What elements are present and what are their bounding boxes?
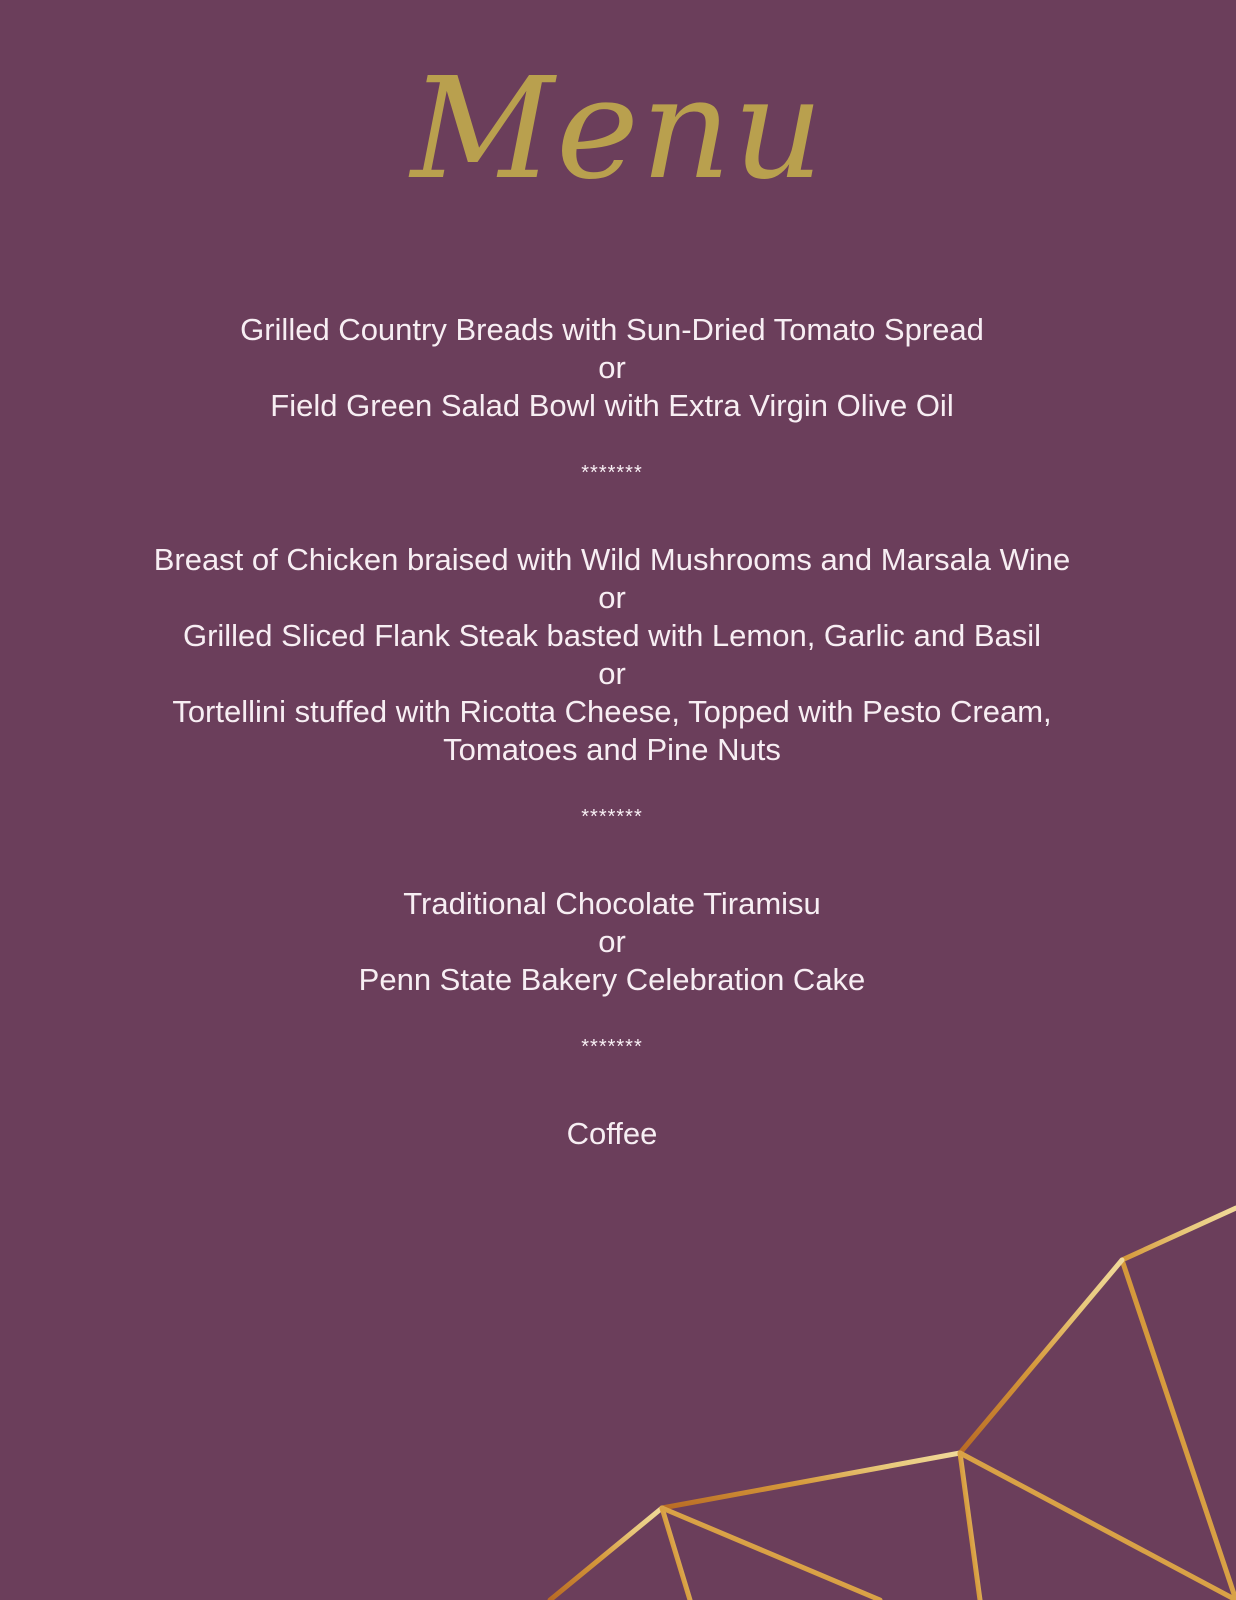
gold-line <box>960 1260 1122 1453</box>
or-label: or <box>598 350 626 385</box>
separator: ******* <box>581 806 643 828</box>
course-1-option-2: Field Green Salad Bowl with Extra Virgin Olive Oil <box>270 388 954 423</box>
separator: ******* <box>581 1036 643 1058</box>
course-3-option-2: Penn State Bakery Celebration Cake <box>358 962 866 997</box>
course-4-option-1: Coffee <box>566 1116 658 1151</box>
course-1-option-1: Grilled Country Breads with Sun-Dried Tomato Spread <box>240 312 984 347</box>
course-2-option-3: Tortellini stuffed with Ricotta Cheese, Topped with Pesto Cream, Tomatoes and Pine Nuts <box>172 694 1052 767</box>
or-label: or <box>598 656 626 691</box>
gold-line <box>960 1453 1236 1600</box>
gold-line <box>662 1508 690 1600</box>
menu-title: Menu <box>410 48 826 211</box>
or-label: or <box>598 580 626 615</box>
course-2-option-2: Grilled Sliced Flank Steak basted with Lemon, Garlic and Basil <box>182 618 1042 653</box>
course-3-option-1: Traditional Chocolate Tiramisu <box>403 886 821 921</box>
gold-geometric-decoration <box>536 1180 1236 1600</box>
or-label: or <box>598 924 626 959</box>
menu-list <box>150 311 1074 1153</box>
separator: ******* <box>581 462 643 484</box>
gold-line <box>662 1453 960 1508</box>
gold-line <box>1122 1208 1236 1600</box>
gold-line <box>550 1508 662 1600</box>
gold-line <box>960 1453 980 1600</box>
course-2-option-1: Breast of Chicken braised with Wild Mushrooms and Marsala Wine <box>153 542 1071 577</box>
gold-line <box>662 1508 880 1600</box>
